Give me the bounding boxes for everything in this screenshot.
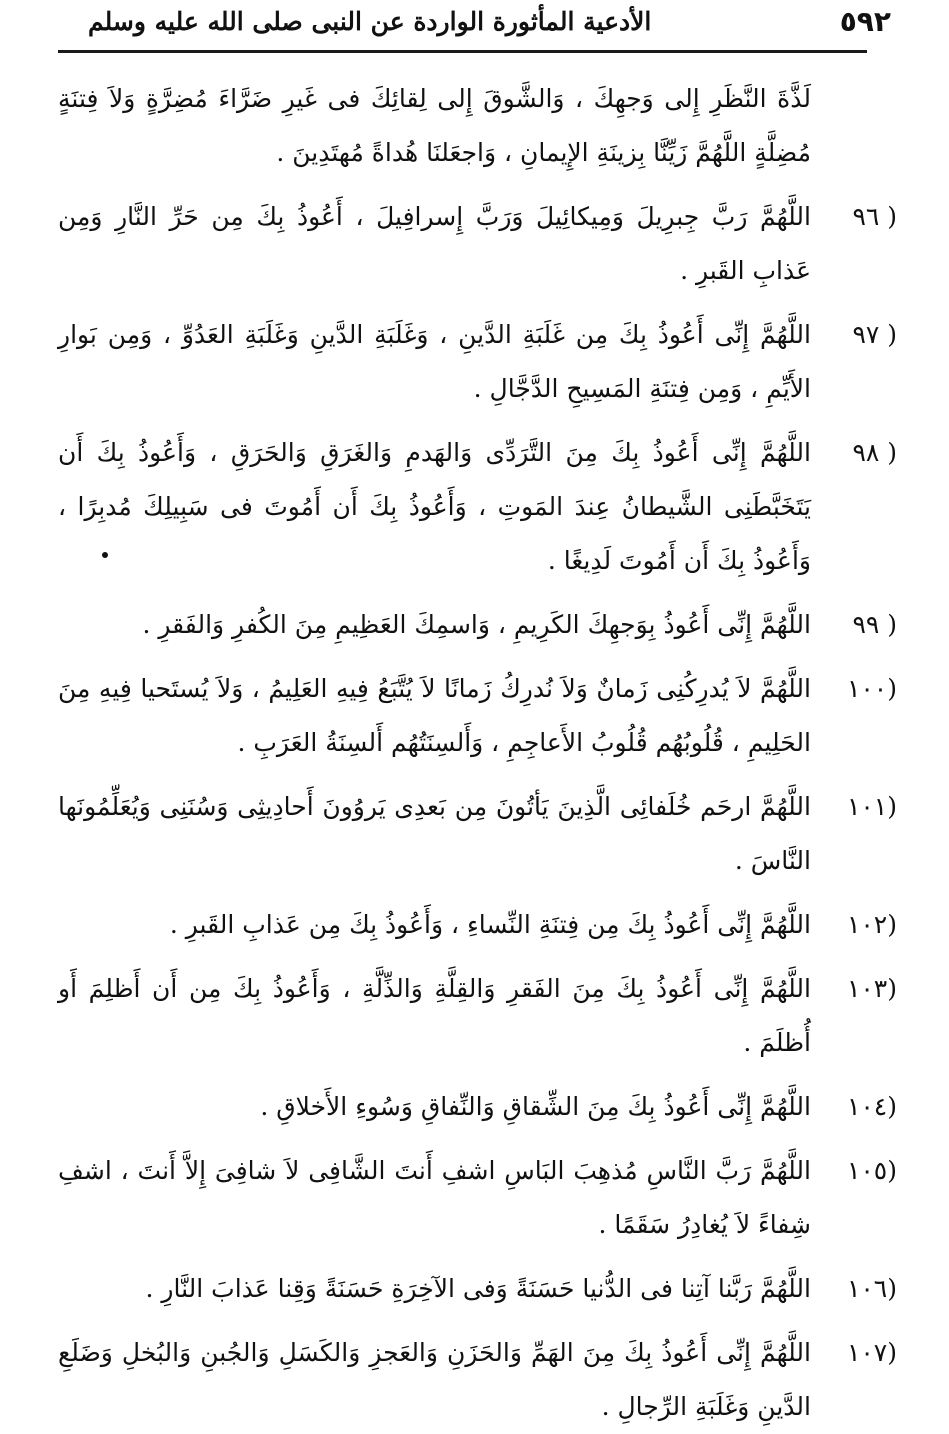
entry-number: (١٠٦	[846, 1274, 897, 1303]
continuation-paragraph: لَذَّةَ النَّظَرِ إِلى وَجهِكَ ، وَالشَّوقَ إِلى لِقائِكَ فى غَيرِ ضَرَّاءَ مُضِرَّةٍ وَلاَ فِتنَةٍ مُضِلَّةٍ اللَّهُمَّ زَيِّنَّا بِزينَةِ الإِيمانِ ، وَاجعَلنَا هُداةً مُهتَدِينَ .	[58, 84, 811, 167]
supplication-entry-104	[58, 1080, 897, 1134]
entry-number: (١٠١	[846, 792, 897, 821]
entry-text: اللَّهُمَّ إِنِّى أَعُوذُ بِكَ مِن فِتنَةِ النِّساءِ ، وَأَعُوذُ بِكَ مِن عَذابِ القَبرِ .	[169, 910, 811, 939]
page-header	[58, 0, 891, 42]
entry-text: اللَّهُمَّ إِنِّى أَعُوذُ بِكَ مِنَ الشِّقاقِ وَالنِّفاقِ وَسُوءِ الأَخلاقِ .	[260, 1092, 811, 1121]
supplication-entry-97	[58, 308, 897, 416]
entry-text: اللَّهُمَّ إِنِّى أَعُوذُ بِوَجهِكَ الكَرِيمِ ، وَاسمِكَ العَظِيمِ مِنَ الكُفرِ وَالفَقرِ .	[142, 610, 811, 639]
supplication-entry-107	[58, 1326, 897, 1434]
entry-text: اللَّهُمَّ إِنِّى أَعُوذُ بِكَ مِنَ الفَقرِ وَالقِلَّةِ وَالذِّلَّةِ ، وَأَعُوذُ بِكَ مِن أَن أَظلِمَ أَو أُظلَمَ .	[58, 974, 811, 1057]
entry-text: اللَّهُمَّ رَبَّنا آتِنا فى الدُّنيا حَسَنَةً وَفى الآخِرَةِ حَسَنَةً وَقِنا عَذابَ النَّارِ .	[145, 1274, 811, 1303]
entry-number: (١٠٤	[846, 1092, 897, 1121]
entry-number: ( ٩٨	[852, 438, 897, 467]
supplication-entry-103	[58, 962, 897, 1070]
page-number: ٥٩٢	[839, 4, 891, 38]
entry-text: اللَّهُمَّ رَبَّ النَّاسِ مُذهِبَ البَاسِ اشفِ أَنتَ الشَّافِى لاَ شافِىَ إِلاَّ أَنتَ ، اشفِ شِفاءً لاَ يُغادِرُ سَقَمًا .	[58, 1156, 811, 1239]
supplication-entry-98	[58, 426, 897, 588]
running-title: الأدعية المأثورة الواردة عن النبى صلى الله عليه وسلم	[88, 6, 652, 36]
entry-number: (١٠٧	[846, 1338, 897, 1367]
entry-number: (١٠٠	[846, 674, 897, 703]
entry-text: اللَّهُمَّ رَبَّ جِبرِيلَ وَمِيكائِيلَ وَرَبَّ إِسرافِيلَ ، أَعُوذُ بِكَ مِن حَرِّ النَّارِ وَمِن عَذابِ القَبرِ .	[58, 202, 811, 285]
entry-text: اللَّهُمَّ إِنِّى أَعُوذُ بِكَ مِنَ الهَمِّ وَالحَزَنِ وَالعَجزِ وَالكَسَلِ وَالجُبنِ وَالبُخلِ وَضَلَعِ الدَّينِ وَغَلَبَةِ الرِّجالِ .	[58, 1338, 811, 1421]
supplication-entry-102	[58, 898, 897, 952]
supplication-entry-100	[58, 662, 897, 770]
entry-text: اللَّهُمَّ ارحَم خُلَفائِى الَّذِينَ يَأتُونَ مِن بَعدِى يَروُونَ أَحادِيثِى وَسُنَنِى وَيُعَلِّمُونَها النَّاسَ .	[58, 792, 811, 875]
supplication-entry-96	[58, 190, 897, 298]
entry-number: (١٠٣	[846, 974, 897, 1003]
supplication-entry-105	[58, 1144, 897, 1252]
entry-number: ( ٩٦	[852, 202, 897, 231]
entry-text: اللَّهُمَّ إِنِّى أَعُوذُ بِكَ مِن غَلَبَةِ الدَّينِ ، وَغَلَبَةِ الدَّينِ وَغَلَبَةِ العَدُوِّ ، وَمِن بَوارِ الأَيِّمِ ، وَمِن فِتنَةِ المَسِيحِ الدَّجَّالِ .	[58, 320, 811, 403]
entry-text: اللَّهُمَّ إِنِّى أَعُوذُ بِكَ مِنَ التَّرَدِّى وَالهَدمِ وَالغَرَقِ وَالحَرَقِ ، وَأَعُوذُ بِكَ أَن يَتَخَبَّطَنِى الشَّيطانُ عِندَ المَوتِ ، وَأَعُوذُ بِكَ أَن أَمُوتَ فى سَبِيلِكَ مُدبِرًا ، وَأَعُوذُ بِكَ أَن أَمُوتَ لَدِيغًا .	[58, 438, 811, 575]
print-speck	[102, 552, 108, 558]
page-body	[58, 72, 897, 1434]
header-divider	[58, 50, 867, 53]
entry-text: اللَّهُمَّ لاَ يُدرِكُنِى زَمانٌ وَلاَ نُدرِكُ زَمانًا لاَ يُتَّبَعُ فِيهِ العَلِيمُ ، وَلاَ يُستَحيا فِيهِ مِنَ الحَلِيمِ ، قُلُوبُهُم قُلُوبُ الأَعاجِمِ ، وَأَلسِنَتُهُم أَلسِنَةُ العَرَبِ .	[58, 674, 811, 757]
supplication-entry-99	[58, 598, 897, 652]
supplication-entry-106	[58, 1262, 897, 1316]
entry-number: (١٠٢	[846, 910, 897, 939]
entry-number: ( ٩٧	[852, 320, 897, 349]
entry-number: (١٠٥	[846, 1156, 897, 1185]
supplication-entry-101	[58, 780, 897, 888]
entry-number: ( ٩٩	[852, 610, 897, 639]
